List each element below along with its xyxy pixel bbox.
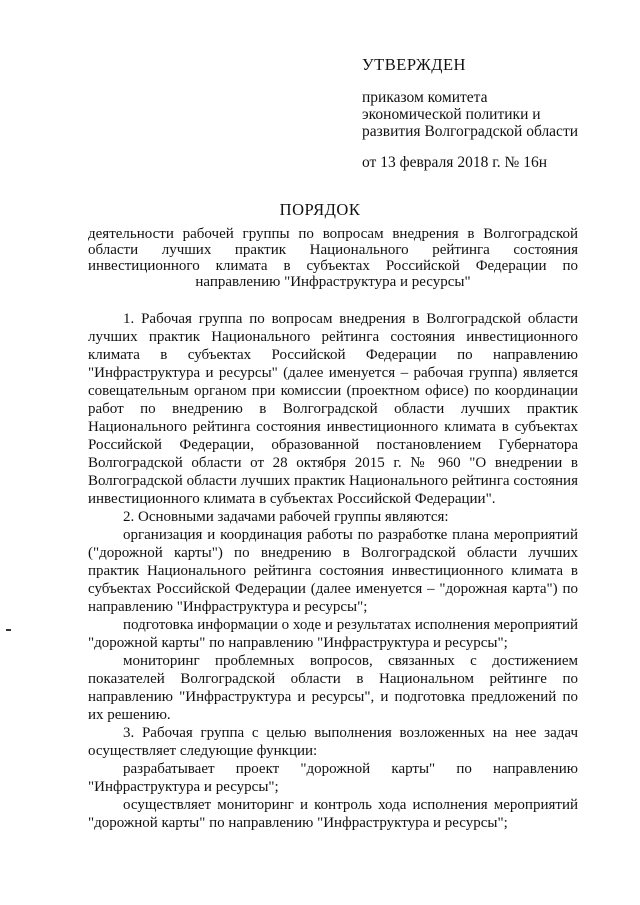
paragraph-function-item: разрабатывает проект "дорожной карты" по направлению "Инфраструктура и ресурсы"; xyxy=(88,761,578,795)
paragraph-clause-3: 3. Рабочая группа с целью выполнения возложенных на нее задач осуществляет следующие функции: xyxy=(88,725,578,759)
approval-line: приказом комитета xyxy=(362,89,488,106)
approval-line: экономической политики и xyxy=(362,106,541,123)
subtitle-line: области лучших практик Национального рейтинга состояния xyxy=(88,242,578,258)
paragraph-clause-1: 1. Рабочая группа по вопросам внедрения в Волгоградской области лучших практик Национального рейтинга состояния инвестиционного климата в субъектах Российской Федерации по направлению "Инфраструктура и ресурсы" (далее именуется – рабочая группа) является совещательным органом при комиссии (проектном офисе) по координации работ по внедрению в Волгоградской области лучших практик Национального рейтинга состояния инвестиционного климата в субъектах Российской Федерации, образованной постановлением Губернатора Волгоградской области от 28 октября 2015 г. № 960 "О внедрении в Волгоградской области лучших практик Национального рейтинга состояния инвестиционного климата в субъектах Российской Федерации". xyxy=(88,311,578,507)
approval-title: УТВЕРЖДЕН xyxy=(362,55,466,74)
document-title: ПОРЯДОК xyxy=(279,200,361,219)
subtitle-line: деятельности рабочей группы по вопросам внедрения в Волгоградской xyxy=(88,226,578,242)
document-subtitle xyxy=(88,226,578,290)
paragraph-clause-2: 2. Основными задачами рабочей группы являются: xyxy=(123,509,449,525)
approval-stamp xyxy=(362,56,622,171)
document-body xyxy=(88,310,578,832)
approval-line: развития Волгоградской области xyxy=(362,123,579,140)
subtitle-line: инвестиционного климата в субъектах Российской Федерации по xyxy=(88,258,578,274)
subtitle-line: направлению "Инфраструктура и ресурсы" xyxy=(195,274,471,290)
paragraph-task-item: организация и координация работы по разработке плана мероприятий ("дорожной карты") по внедрению в Волгоградской области лучших практик Национального рейтинга состояния инвестиционного климата в субъектах Российской Федерации (далее именуется – "дорожная карта") по направлению "Инфраструктура и ресурсы"; xyxy=(88,527,578,615)
paragraph-function-item: осуществляет мониторинг и контроль хода исполнения мероприятий "дорожной карты" по направлению "Инфраструктура и ресурсы"; xyxy=(88,797,578,831)
paragraph-task-item: мониторинг проблемных вопросов, связанных с достижением показателей Волгоградской области в Национальном рейтинге по направлению "Инфраструктура и ресурсы", и подготовка предложений по их решению. xyxy=(88,653,578,723)
approval-date: от 13 февраля 2018 г. № 16н xyxy=(362,154,548,171)
paragraph-task-item: подготовка информации о ходе и результатах исполнения мероприятий "дорожной карты" по направлению "Инфраструктура и ресурсы"; xyxy=(88,617,579,651)
scan-margin-mark xyxy=(6,629,11,631)
